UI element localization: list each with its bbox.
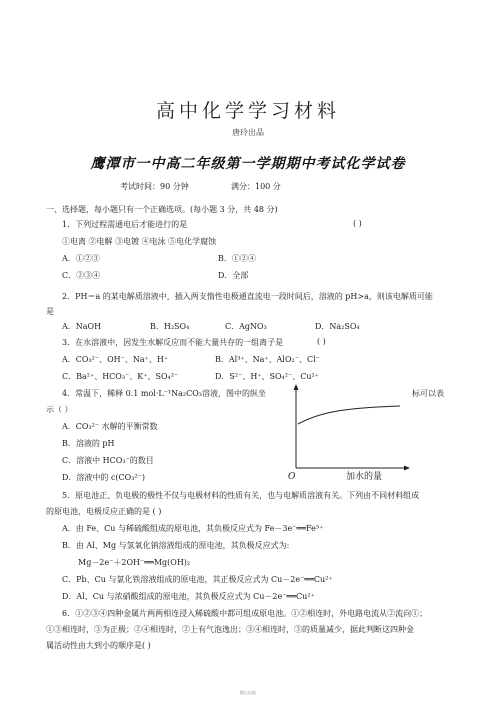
q5-option-c: C．Pb、Cu 与氯化铁溶液组成的原电池，其正极反应式为 Cu－2e⁻══Cu²⁺ — [62, 575, 333, 584]
q6-stem-cont: ①③相连时，③为正极；②④相连时，②上有气泡逸出；③④相连时，③的质量减少，据此判断这四种金 — [46, 625, 414, 634]
q1-stem: 1．下列过程需通电后才能进行的是 — [62, 220, 188, 229]
q6-stem-cont-2: 属活动性由大到小的顺序是( ) — [46, 641, 151, 650]
q2-stem-cont: 是 — [46, 307, 54, 316]
q2-option-d: D．Na₂SO₄ — [315, 322, 360, 331]
document-title: 高中化学学习材料 — [155, 100, 340, 122]
q1-option-a: A．①②③ — [62, 254, 100, 263]
q3-stem: 3．在水溶液中，因发生水解反应而不能大量共存的一组离子是 — [62, 338, 284, 347]
q5-option-d: D．Al、Cu 与浓硝酸组成的原电池，其负极反应式为 Cu－2e⁻══Cu²⁺ — [62, 592, 315, 601]
x-axis-arrow — [404, 466, 410, 471]
q2-option-c: C．AgNO₃ — [225, 322, 267, 331]
q1-items: ①电离 ②电解 ③电镀 ④电泳 ⑤电化学腐蚀 — [62, 237, 217, 246]
q2-option-b: B．H₂SO₄ — [150, 322, 190, 331]
section-header: 一、选择题，每小题只有一个正确选项。(每小题 3 分，共 48 分) — [46, 205, 278, 214]
q2-option-a: A．NaOH — [62, 322, 102, 331]
q1-option-b: B．①②④ — [218, 254, 256, 263]
exam-time: 考试时间：90 分钟 — [120, 182, 189, 191]
q4-option-b: B．溶液的 pH — [62, 439, 115, 448]
q1-option-c: C．②③④ — [62, 271, 101, 280]
page-footer: 精心出品 — [240, 690, 256, 695]
q2-stem: 2．PH＝a 的某电解质溶液中，插入两支惰性电极通直流电一段时间后，溶液的 pH>a，则该电解质可能 — [62, 292, 433, 301]
q5-option-a: A．由 Fe、Cu 与稀硫酸组成的原电池，其负极反应式为 Fe－3e⁻══Fe³⁺ — [62, 524, 324, 533]
full-score: 满分：100 分 — [231, 182, 281, 191]
q5-option-b-cont: Mg－2e⁻＋2OH⁻══Mg(OH)₂ — [78, 558, 191, 567]
q1-bracket: ( ) — [353, 219, 362, 228]
curve — [298, 406, 400, 424]
q4-graph — [284, 382, 414, 482]
x-axis-label: 加水的量 — [346, 472, 383, 482]
q4-option-d: D．溶液中的 c(CO₃²⁻) — [62, 473, 145, 482]
q5-option-b: B．由 Al、Mg 与氢氧化钠溶液组成的原电池，其负极反应式为: — [62, 541, 290, 550]
q1-option-d: D．全部 — [218, 271, 249, 280]
y-axis-arrow — [294, 384, 299, 390]
q4-stem-tail: 标可以表 — [412, 389, 444, 398]
q3-bracket: ( ) — [317, 337, 326, 346]
q3-option-a: A．CO₃²⁻、OH⁻、Na⁺、H⁺ — [62, 355, 169, 364]
q3-option-c: C．Ba²⁺、HCO₃⁻、K⁺、SO₄²⁻ — [62, 372, 179, 381]
q6-stem: 6．①②③④四种金属片两两相连浸入稀硫酸中都可组成原电池。①②相连时，外电路电流从②流向①； — [62, 609, 428, 618]
q4-option-c: C．溶液中 HCO₃⁻的数目 — [62, 456, 154, 465]
q3-option-d: D．S²⁻、H⁺、SO₄²⁻、Cu²⁺ — [215, 372, 319, 381]
q4-stem-cont: 示（ ） — [46, 405, 73, 414]
document-subtitle: 唐玲出品 — [232, 128, 264, 137]
q5-stem-cont: 的原电池，电极反应正确的是 ( ) — [46, 507, 162, 516]
q3-option-b: B．Al³⁺、Na⁺、AlO₂⁻、Cl⁻ — [215, 355, 320, 364]
q4-stem: 4．常温下，稀释 0.1 mol·L⁻¹Na₂CO₃溶液，图中的纵坐 — [62, 389, 267, 398]
exam-title: 鹰潭市一中高二年级第一学期期中考试化学试卷 — [90, 156, 406, 172]
origin-label: O — [288, 472, 296, 482]
q5-stem: 5．原电池正、负电极的极性不仅与电极材料的性质有关，也与电解质溶液有关。下列由不同材料组成 — [62, 491, 420, 500]
q4-option-a: A．CO₃²⁻ 水解的平衡常数 — [62, 422, 158, 431]
